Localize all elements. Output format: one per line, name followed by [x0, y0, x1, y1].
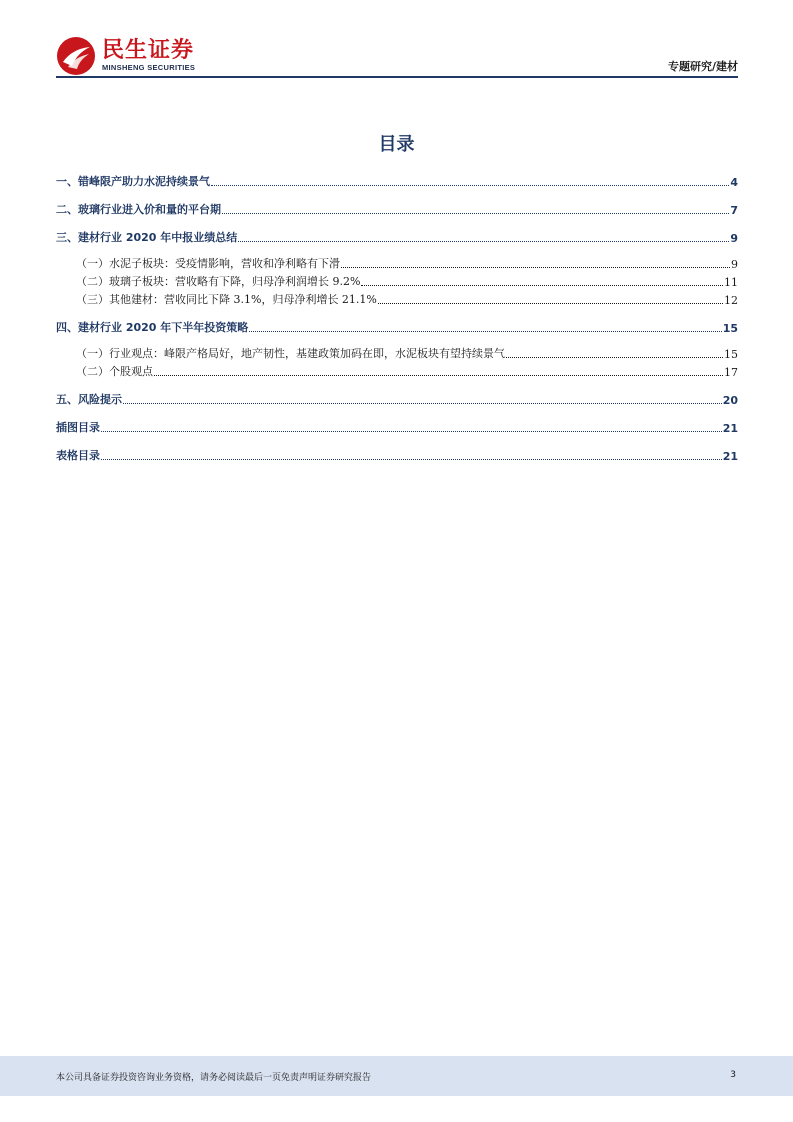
minsheng-logo-icon [56, 36, 96, 76]
toc-entry-page: 11 [724, 276, 738, 289]
toc-entry-page: 15 [724, 348, 738, 361]
toc-entry-label: 插图目录 [56, 421, 100, 434]
toc-entry-label: 五、风险提示 [56, 393, 122, 406]
toc-dot-leader [238, 241, 729, 242]
toc-subentry[interactable] [56, 253, 738, 271]
toc-dot-leader [341, 267, 730, 268]
toc-subentry[interactable] [56, 343, 738, 361]
toc-entry-page: 21 [722, 450, 738, 463]
toc-entry-label: 表格目录 [56, 449, 100, 462]
toc-dot-leader [101, 431, 722, 432]
page-header [56, 30, 738, 78]
toc-subentry[interactable] [56, 289, 738, 307]
toc-entry-page: 17 [724, 366, 738, 379]
toc-entry[interactable] [56, 417, 738, 435]
toc-entry[interactable] [56, 317, 738, 335]
toc-subentry[interactable] [56, 361, 738, 379]
toc-entry[interactable] [56, 199, 738, 217]
toc-entry-label: 二、玻璃行业进入价和量的平台期 [56, 203, 221, 216]
toc-entry[interactable] [56, 389, 738, 407]
toc-entry-label: 三、建材行业 2020 年中报业绩总结 [56, 231, 238, 244]
toc-dot-leader [211, 185, 729, 186]
page-number: 3 [730, 1070, 736, 1080]
toc-entry[interactable] [56, 171, 738, 189]
toc-entry-page: 15 [722, 322, 738, 335]
toc-dot-leader [222, 213, 729, 214]
toc-entry[interactable] [56, 445, 738, 463]
brand-name-cn: 民生证券 [102, 38, 195, 63]
toc-title: 目录 [378, 134, 415, 155]
toc-entry-page: 20 [722, 394, 738, 407]
toc-entry[interactable] [56, 227, 738, 245]
toc-entry-label: （二）个股观点 [76, 365, 153, 378]
page-footer [0, 1056, 793, 1096]
company-logo [56, 36, 195, 76]
toc-dot-leader [249, 331, 721, 332]
toc-dot-leader [506, 357, 723, 358]
toc-entry-label: （二）玻璃子板块：营收略有下降，归母净利润增长 9.2% [76, 275, 361, 288]
toc-entry-label: （三）其他建材：营收同比下降 3.1%，归母净利增长 21.1% [76, 293, 377, 306]
toc-entry-label: （一）行业观点：峰限产格局好，地产韧性，基建政策加码在即，水泥板块有望持续景气 [76, 347, 505, 360]
footer-disclaimer: 本公司具备证券投资咨询业务资格，请务必阅读最后一页免责声明证券研究报告 [56, 1073, 372, 1083]
toc-dot-leader [123, 403, 722, 404]
toc-dot-leader [101, 459, 722, 460]
toc-dot-leader [154, 375, 723, 376]
toc-entry-label: （一）水泥子板块：受疫情影响，营收和净利略有下滑 [76, 257, 340, 270]
toc-entry-page: 4 [730, 176, 738, 189]
toc-dot-leader [378, 303, 723, 304]
toc-entry-label: 一、错峰限产助力水泥持续景气 [56, 175, 210, 188]
toc-entry-page: 9 [730, 232, 738, 245]
toc-entry-page: 9 [731, 258, 738, 271]
toc-subentry[interactable] [56, 271, 738, 289]
brand-name-en: MINSHENG SECURITIES [102, 63, 196, 72]
header-divider [56, 76, 738, 78]
toc-entry-page: 12 [724, 294, 738, 307]
toc-entry-label: 四、建材行业 2020 年下半年投资策略 [56, 321, 249, 334]
toc-entry-page: 21 [722, 422, 738, 435]
toc-entry-page: 7 [730, 204, 738, 217]
report-category: 专题研究/建材 [667, 60, 738, 73]
toc-dot-leader [361, 285, 723, 286]
